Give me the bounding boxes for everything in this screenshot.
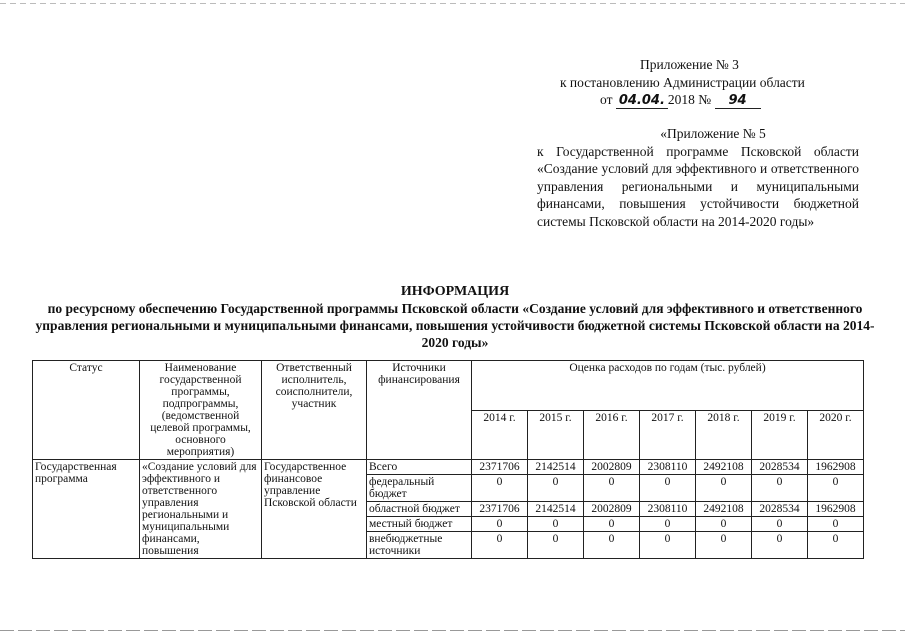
title-main: ИНФОРМАЦИЯ	[400, 284, 510, 299]
value-cell: 2492108	[696, 460, 752, 475]
value-cell: 1962908	[808, 502, 864, 517]
header-year: 2019 г.	[752, 410, 808, 460]
appendix-3-title: Приложение № 3	[640, 57, 739, 72]
value-cell: 2142514	[528, 460, 584, 475]
value-cell: 2028534	[752, 460, 808, 475]
value-cell: 0	[528, 532, 584, 559]
value-cell: 0	[808, 532, 864, 559]
value-cell: 0	[752, 517, 808, 532]
value-cell: 0	[472, 517, 528, 532]
header-year: 2020 г.	[808, 410, 864, 460]
document-title	[30, 283, 880, 351]
value-cell: 0	[752, 475, 808, 502]
value-cell: 0	[696, 517, 752, 532]
header-year: 2016 г.	[584, 410, 640, 460]
appendix-5-text: к Государственной программе Псковской области «Создание условий для эффективного и ответственного управления региональными и муниципальными финансами, повышения устойчивости бюджетной системы Псковской области на 2014-2020 годы»	[537, 143, 859, 229]
value-cell: 2492108	[696, 502, 752, 517]
scan-edge-bottom	[0, 630, 905, 631]
status-cell: Государственная программа	[33, 460, 140, 559]
value-cell: 0	[808, 475, 864, 502]
value-cell: 0	[696, 532, 752, 559]
title-sub: по ресурсному обеспечению Государственной программы Псковской области «Создание условий для эффективного и ответственного управления региональными и муниципальными финансами, повышения устойчивости бюджетной системы Псковской области на 2014-2020 годы»	[35, 301, 875, 350]
handwritten-date: 04.04.	[616, 94, 668, 109]
value-cell: 0	[696, 475, 752, 502]
value-cell: 1962908	[808, 460, 864, 475]
appendix-3-block	[560, 56, 860, 109]
table-row	[33, 460, 864, 475]
source-cell: Всего	[367, 460, 472, 475]
header-year: 2015 г.	[528, 410, 584, 460]
header-status: Статус	[33, 361, 140, 460]
handwritten-number: 94	[715, 94, 761, 109]
header-year: 2017 г.	[640, 410, 696, 460]
source-cell: внебюджетные источники	[367, 532, 472, 559]
value-cell: 2371706	[472, 460, 528, 475]
value-cell: 2002809	[584, 502, 640, 517]
value-cell: 0	[808, 517, 864, 532]
from-prefix: от	[600, 92, 613, 107]
resource-table	[32, 360, 864, 559]
header-year: 2014 г.	[472, 410, 528, 460]
executor-cell: Государственное финансовое управление Псковской области	[262, 460, 367, 559]
header-estimate: Оценка расходов по годам (тыс. рублей)	[472, 361, 864, 411]
value-cell: 0	[752, 532, 808, 559]
appendix-3-date-line	[600, 91, 860, 109]
header-executor: Ответственный исполнитель, соисполнители, участник	[262, 361, 367, 460]
value-cell: 0	[528, 475, 584, 502]
value-cell: 0	[472, 475, 528, 502]
source-cell: федеральный бюджет	[367, 475, 472, 502]
source-cell: областной бюджет	[367, 502, 472, 517]
value-cell: 0	[640, 517, 696, 532]
header-row	[33, 361, 864, 411]
program-name-cell: «Создание условий для эффективного и ответственного управления региональными и муниципальными финансами, повышения	[140, 460, 262, 559]
source-cell: местный бюджет	[367, 517, 472, 532]
value-cell: 0	[640, 475, 696, 502]
value-cell: 0	[584, 517, 640, 532]
value-cell: 0	[640, 532, 696, 559]
header-name: Наименование государственной программы, подпрограммы, (ведомственной целевой программы, основного мероприятия)	[140, 361, 262, 460]
value-cell: 2308110	[640, 502, 696, 517]
appendix-5-title: «Приложение № 5	[660, 126, 766, 141]
value-cell: 0	[528, 517, 584, 532]
value-cell: 2308110	[640, 460, 696, 475]
scan-edge-top	[0, 3, 905, 4]
appendix-5-block	[537, 125, 859, 230]
value-cell: 0	[584, 475, 640, 502]
value-cell: 0	[472, 532, 528, 559]
value-cell: 2371706	[472, 502, 528, 517]
value-cell: 2002809	[584, 460, 640, 475]
value-cell: 2028534	[752, 502, 808, 517]
header-sources: Источники финансирования	[367, 361, 472, 460]
year-and-number-label: 2018 №	[667, 92, 712, 107]
value-cell: 0	[584, 532, 640, 559]
header-year: 2018 г.	[696, 410, 752, 460]
value-cell: 2142514	[528, 502, 584, 517]
appendix-3-reference: к постановлению Администрации области	[560, 74, 805, 90]
